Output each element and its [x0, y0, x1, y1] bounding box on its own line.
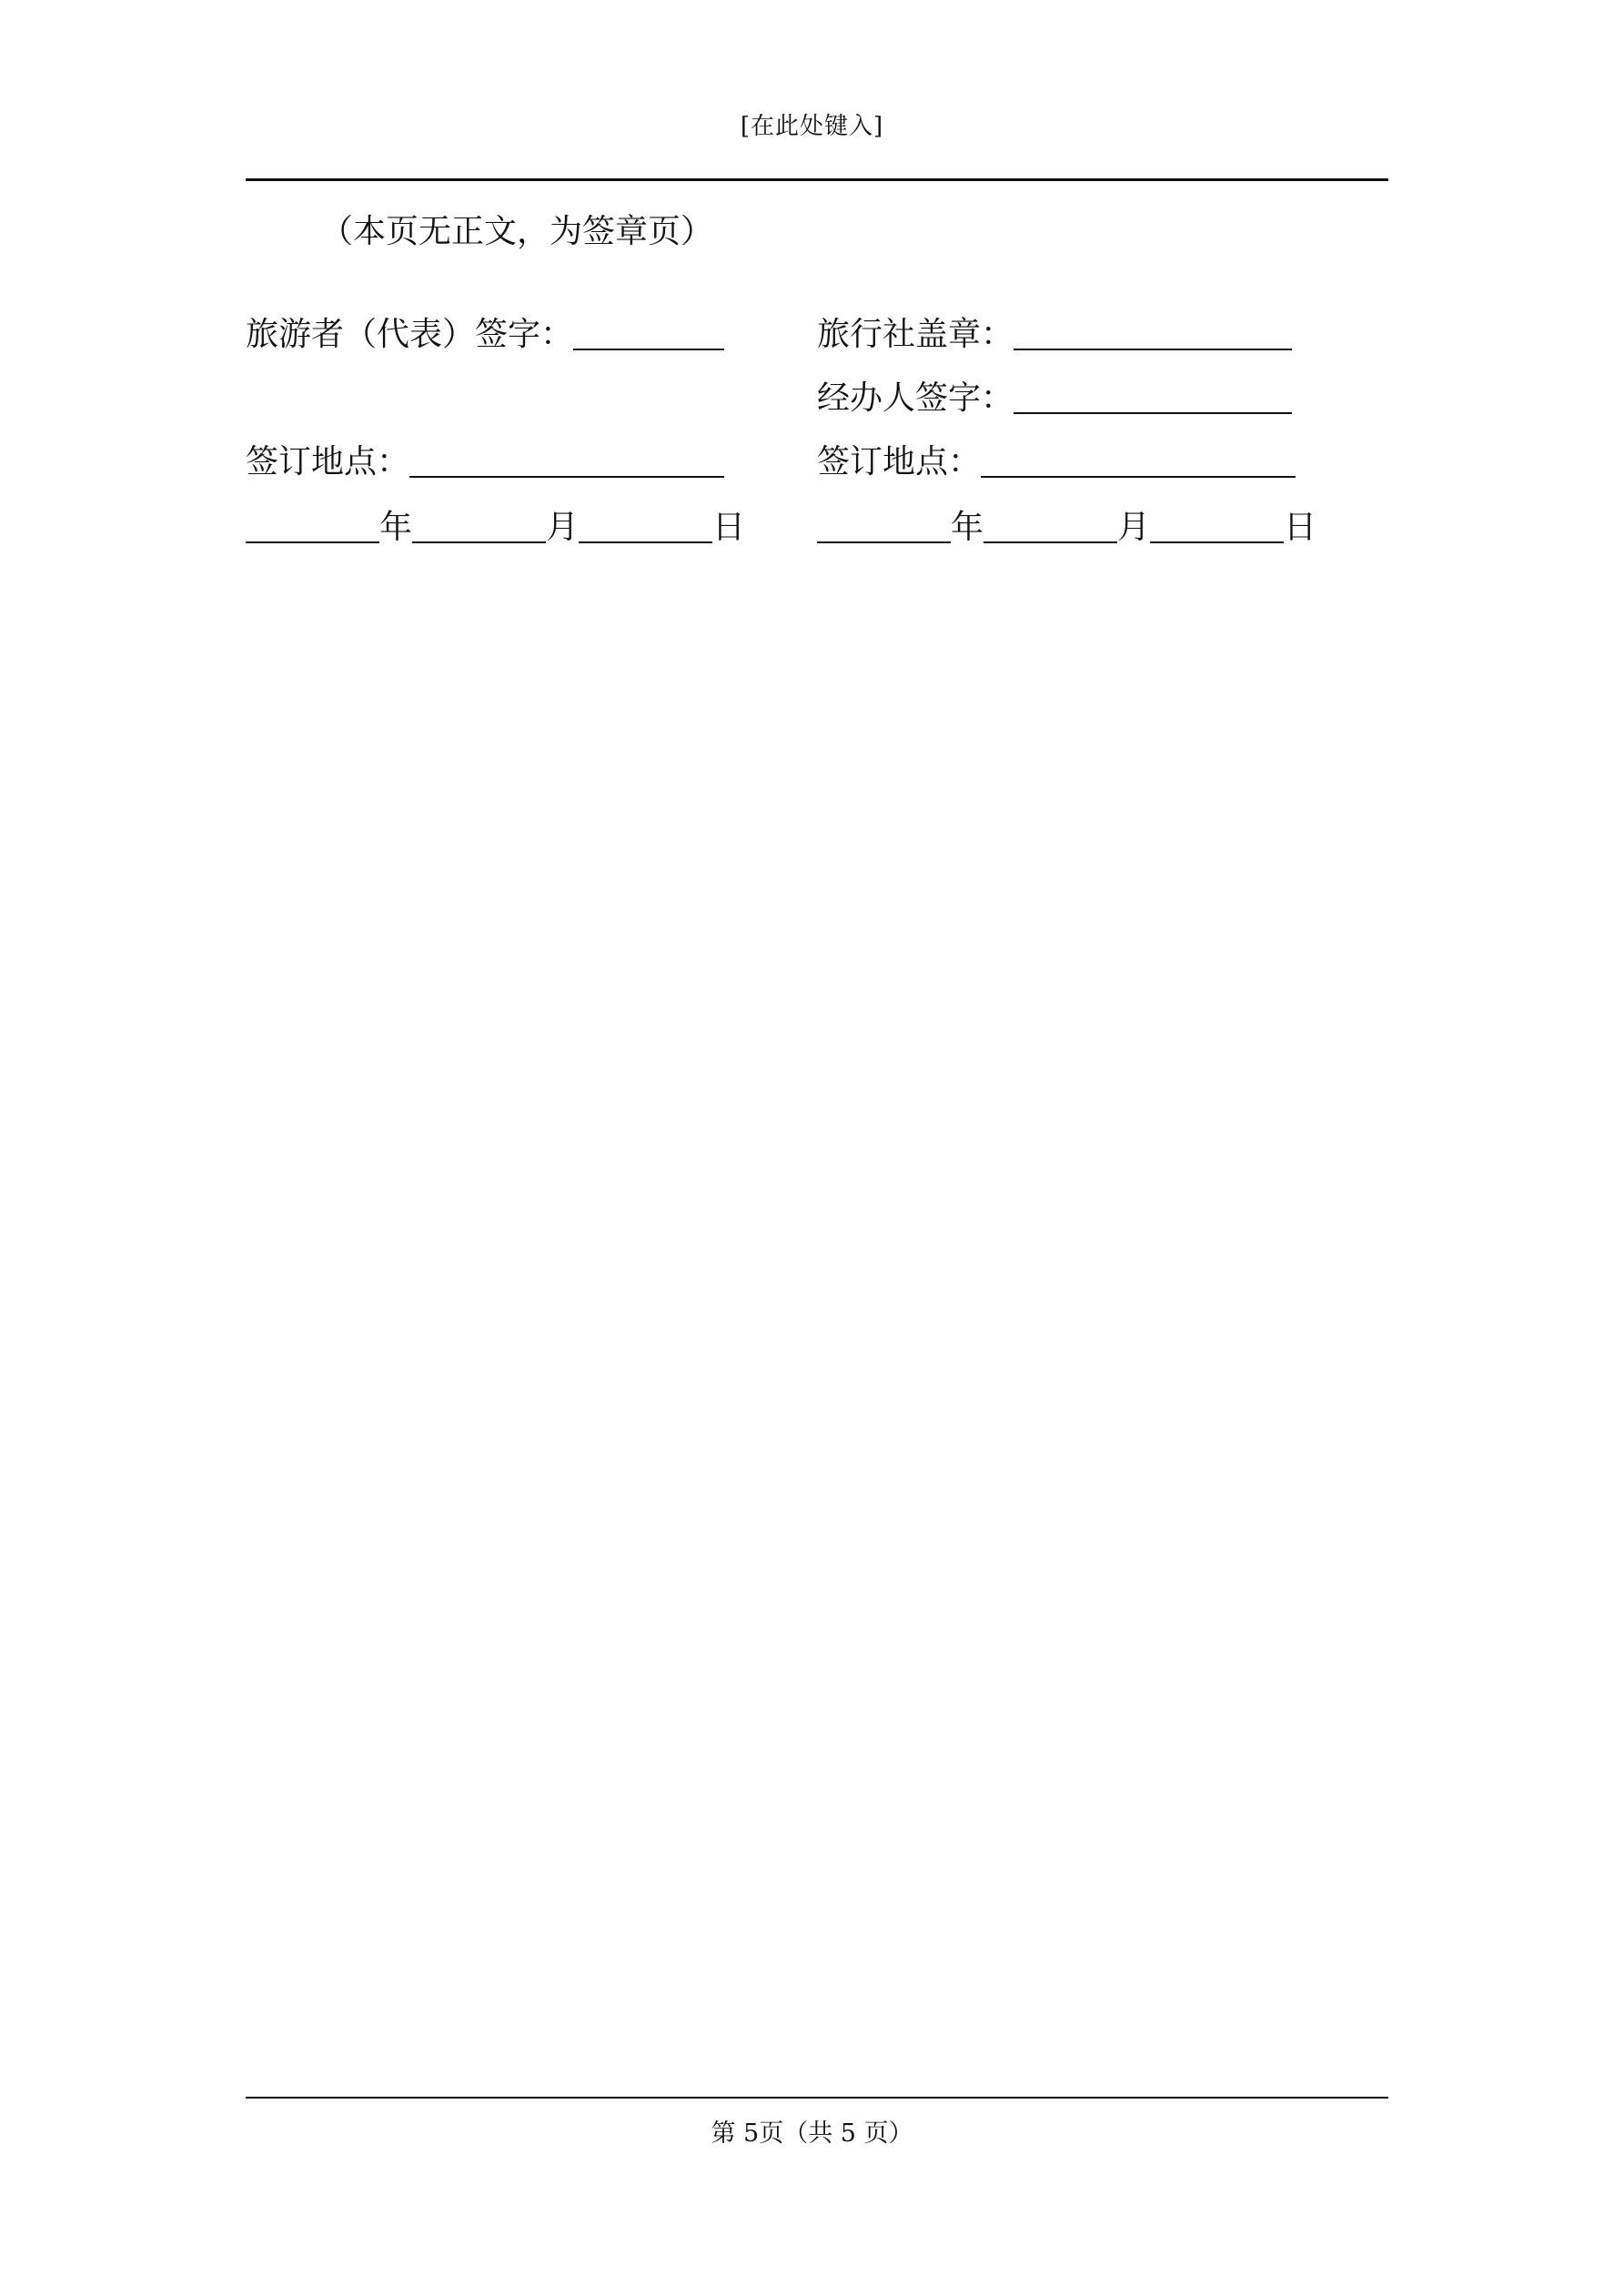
left-year-label: 年 [379, 509, 413, 546]
right-sign-place-label: 签订地点： [817, 443, 982, 480]
right-year-blank[interactable] [817, 509, 951, 543]
right-sign-place-row [817, 442, 1296, 482]
left-month-blank[interactable] [412, 509, 546, 543]
handler-signature-row [817, 379, 1292, 419]
tourist-signature-blank[interactable] [573, 316, 724, 350]
right-date-row [817, 508, 1316, 548]
left-date-row [246, 508, 745, 548]
agency-seal-blank[interactable] [1014, 316, 1292, 350]
agency-seal-row [817, 315, 1292, 355]
left-sign-place-row [246, 442, 724, 482]
left-day-blank[interactable] [579, 509, 712, 543]
page-number: 第 5页（共 5 页） [711, 2119, 913, 2148]
right-day-blank[interactable] [1150, 509, 1284, 543]
header-divider [246, 178, 1388, 181]
right-day-label: 日 [1284, 509, 1317, 546]
left-day-label: 日 [712, 509, 746, 546]
agency-seal-label: 旅行社盖章： [817, 316, 1014, 353]
left-year-blank[interactable] [246, 509, 379, 543]
handler-signature-blank[interactable] [1014, 379, 1292, 414]
signature-page-note: （本页无正文，为签章页） [320, 213, 714, 250]
left-month-label: 月 [546, 509, 580, 546]
footer-divider [246, 2097, 1388, 2099]
right-year-label: 年 [951, 509, 984, 546]
handler-signature-label: 经办人签字： [817, 379, 1014, 417]
left-sign-place-blank[interactable] [409, 443, 724, 478]
tourist-signature-label: 旅游者（代表）签字： [246, 316, 574, 353]
tourist-signature-row [246, 315, 724, 355]
right-month-blank[interactable] [983, 509, 1117, 543]
page-header: [在此处键入] [740, 113, 884, 140]
right-sign-place-blank[interactable] [981, 443, 1296, 478]
right-month-label: 月 [1117, 509, 1151, 546]
left-sign-place-label: 签订地点： [246, 443, 410, 480]
